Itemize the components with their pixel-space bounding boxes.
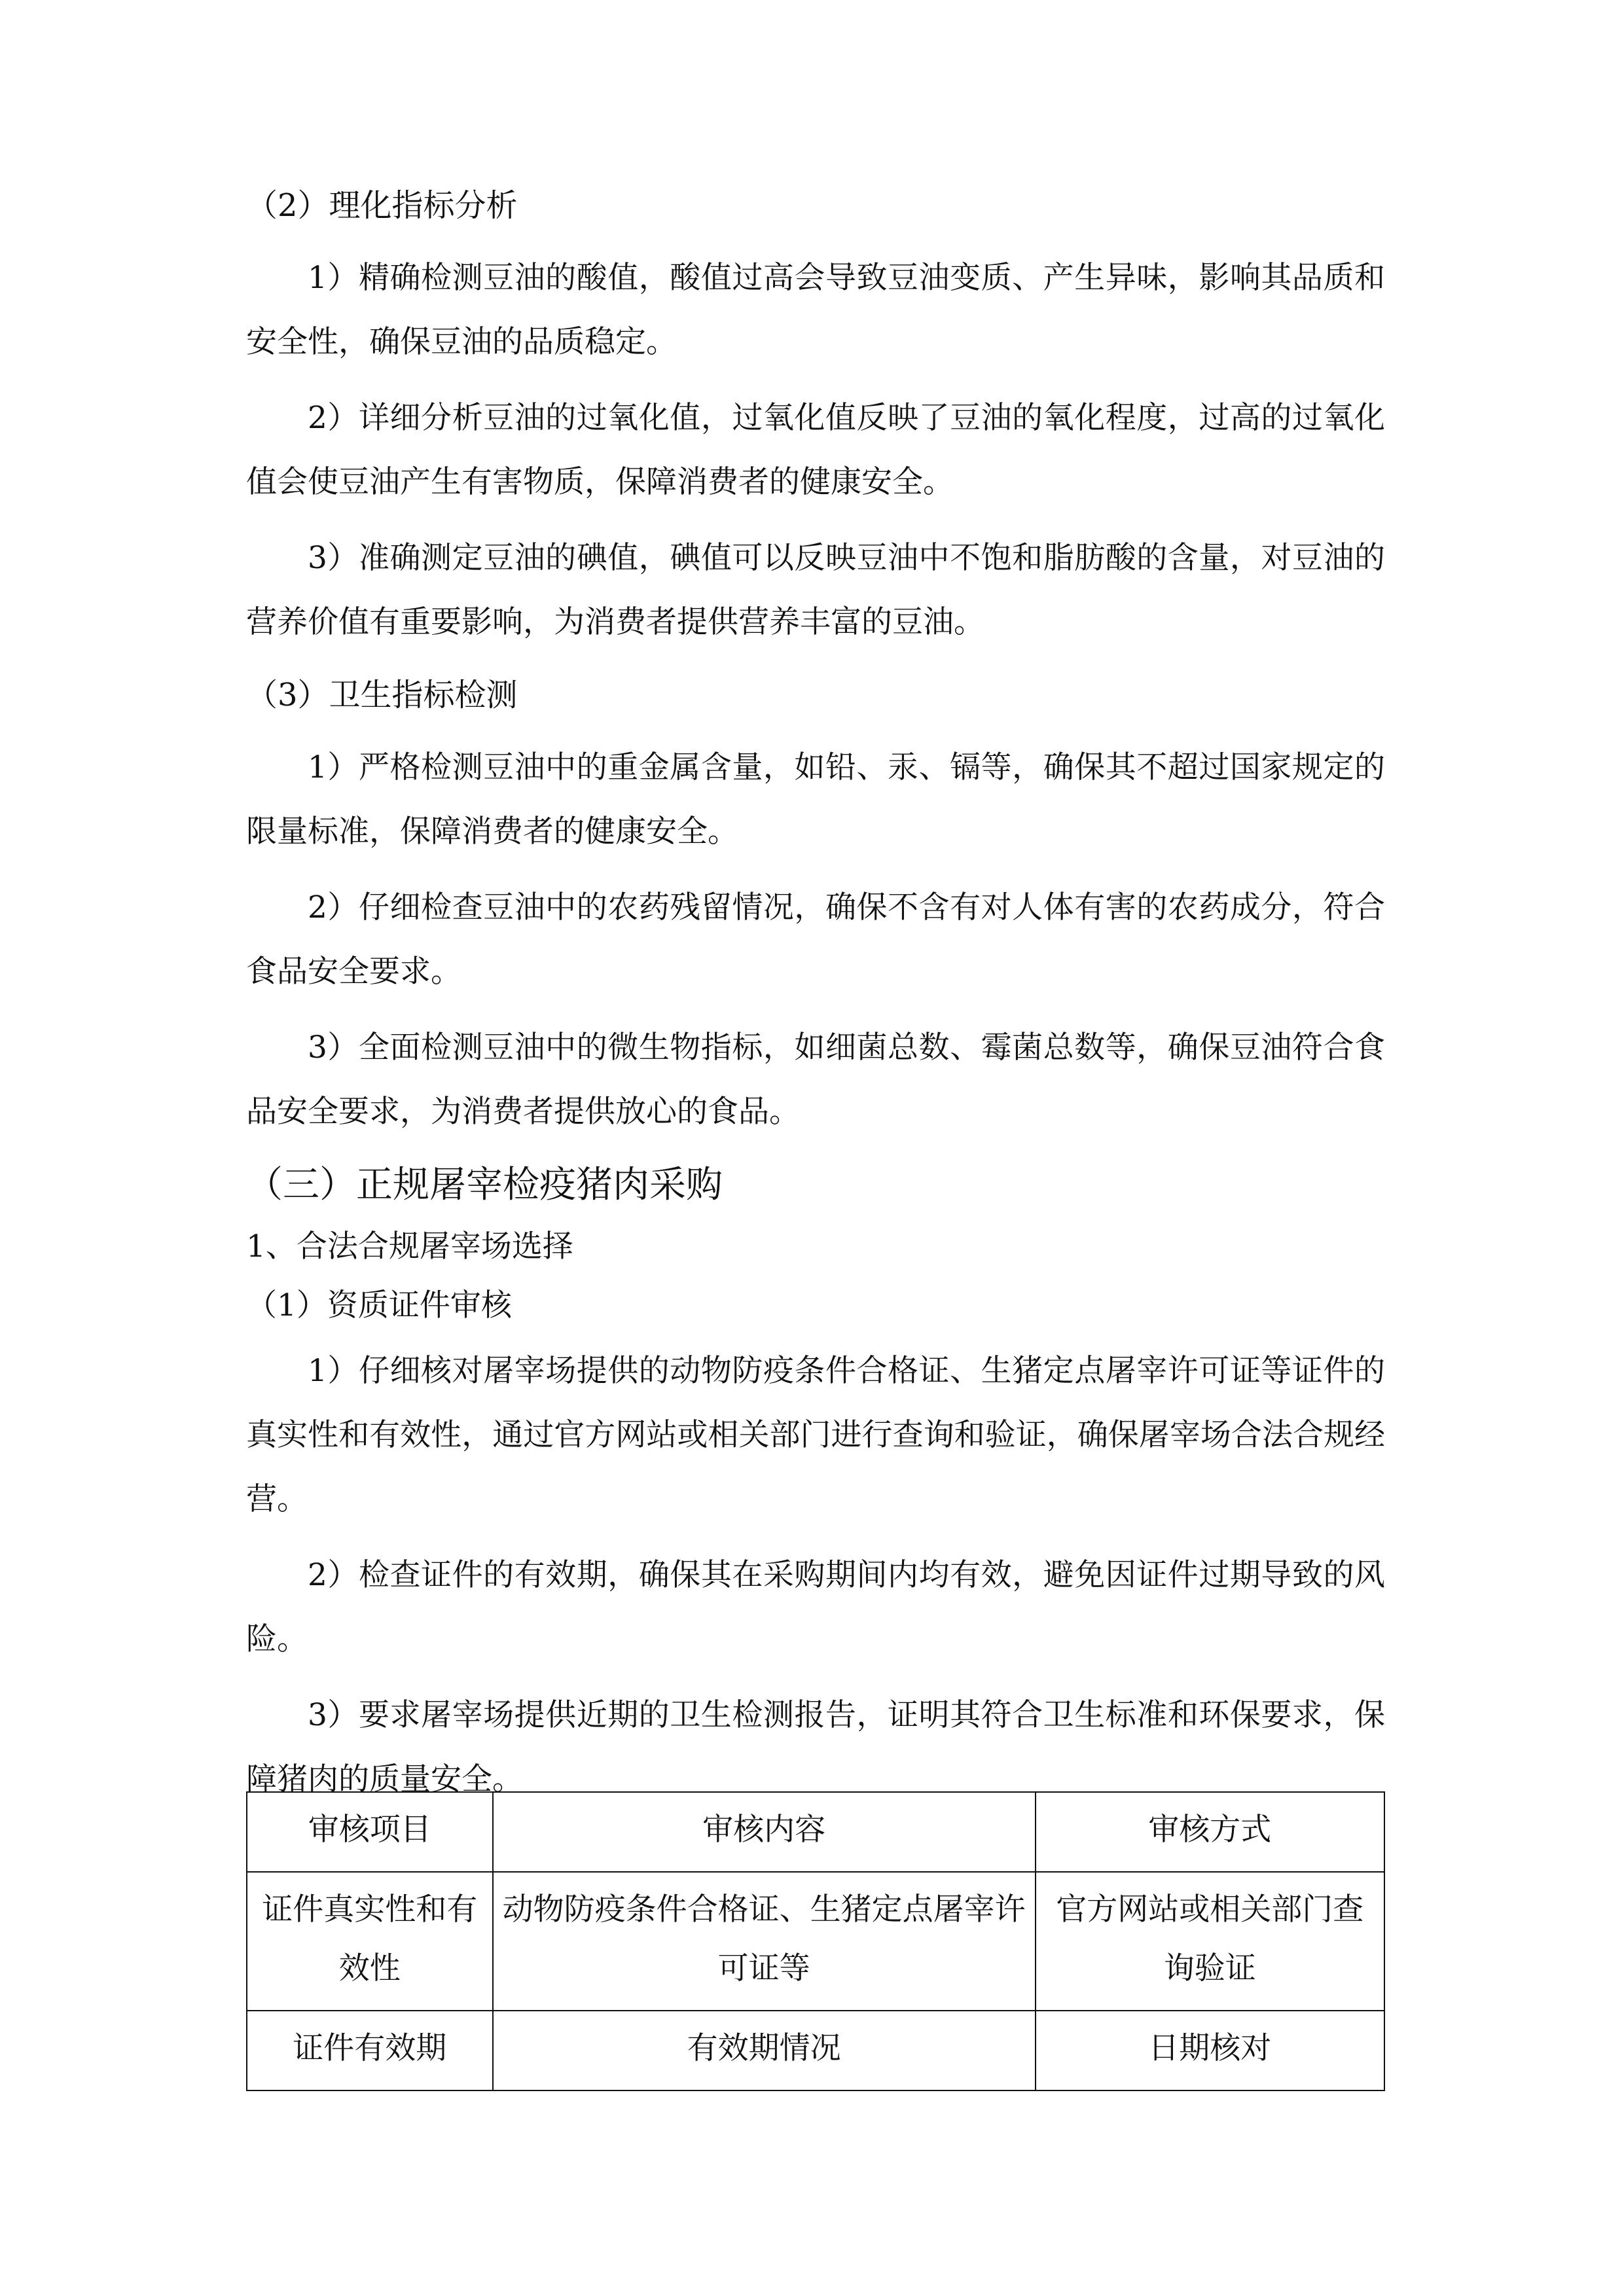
table-cell: 证件真实性和有效性 bbox=[247, 1872, 493, 2011]
paragraph-validity: 2）检查证件的有效期，确保其在采购期间内均有效，避免因证件过期导致的风险。 bbox=[246, 1557, 1385, 1657]
table-cell: 官方网站或相关部门查询验证 bbox=[1036, 1872, 1384, 2011]
table-header-cell: 审核方式 bbox=[1036, 1792, 1384, 1872]
paragraph-microbial: 3）全面检测豆油中的微生物指标，如细菌总数、霉菌总数等，确保豆油符合食品安全要求，为消费者提供放心的食品。 bbox=[246, 1030, 1385, 1130]
table-header-row bbox=[247, 1792, 1384, 1872]
table-header-cell: 审核项目 bbox=[247, 1792, 493, 1872]
table-cell: 日期核对 bbox=[1036, 2011, 1384, 2090]
table-row bbox=[247, 1872, 1384, 2011]
table-cell: 证件有效期 bbox=[247, 2011, 493, 2090]
table-cell: 动物防疫条件合格证、生猪定点屠宰许可证等 bbox=[493, 1872, 1036, 2011]
table-header-cell: 审核内容 bbox=[493, 1792, 1036, 1872]
section-title-pork: （三）正规屠宰检疫猪肉采购 bbox=[246, 1164, 723, 1206]
document-page bbox=[246, 183, 1385, 1823]
paragraph-acid-value: 1）精确检测豆油的酸值，酸值过高会导致豆油变质、产生异味，影响其品质和安全性，确保豆油的品质稳定。 bbox=[246, 260, 1385, 360]
paragraph-heavy-metals: 1）严格检测豆油中的重金属含量，如铅、汞、镉等，确保其不超过国家规定的限量标准，保障消费者的健康安全。 bbox=[246, 749, 1385, 850]
paragraph-iodine-value: 3）准确测定豆油的碘值，碘值可以反映豆油中不饱和脂肪酸的含量，对豆油的营养价值有重要影响，为消费者提供营养丰富的豆油。 bbox=[246, 540, 1385, 640]
paragraph-pesticide: 2）仔细检查豆油中的农药残留情况，确保不含有对人体有害的农药成分，符合食品安全要求。 bbox=[246, 889, 1385, 990]
table-cell: 有效期情况 bbox=[493, 2011, 1036, 2090]
subheading-slaughterhouse: 1、合法合规屠宰场选择 bbox=[246, 1229, 573, 1265]
subheading-qualification: （1）资质证件审核 bbox=[246, 1287, 512, 1323]
paragraph-peroxide-value: 2）详细分析豆油的过氧化值，过氧化值反映了豆油的氧化程度，过高的过氧化值会使豆油产生有害物质，保障消费者的健康安全。 bbox=[246, 400, 1385, 500]
heading-hygiene: （3）卫生指标检测 bbox=[246, 677, 518, 713]
table-row bbox=[247, 2011, 1384, 2090]
paragraph-hygiene-report: 3）要求屠宰场提供近期的卫生检测报告，证明其符合卫生标准和环保要求，保障猪肉的质量安全。 bbox=[246, 1697, 1385, 1797]
audit-table bbox=[246, 1791, 1385, 2091]
heading-physicochemical: （2）理化指标分析 bbox=[246, 187, 518, 224]
paragraph-certificate-check: 1）仔细核对屠宰场提供的动物防疫条件合格证、生猪定点屠宰许可证等证件的真实性和有效性，通过官方网站或相关部门进行查询和验证，确保屠宰场合法合规经营。 bbox=[246, 1353, 1385, 1517]
